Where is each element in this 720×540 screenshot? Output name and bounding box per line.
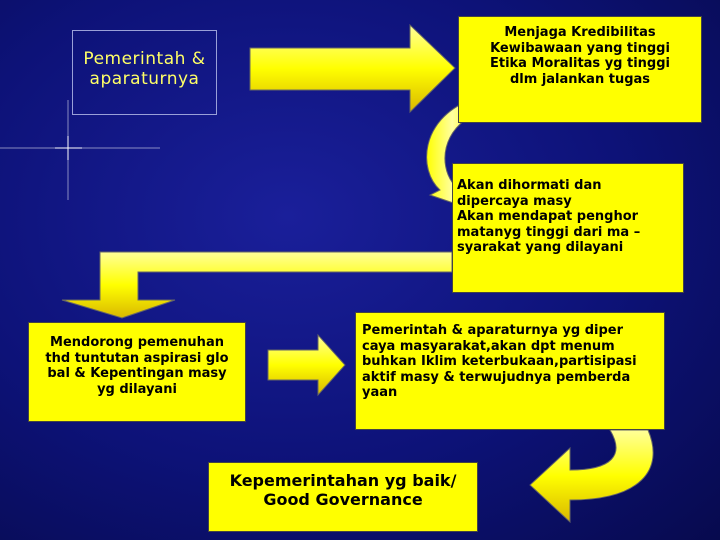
mendorong-pemenuhan-box: Mendorong pemenuhan thd tuntutan aspirasi glo bal & Kepentingan masy yg dilayani: [28, 322, 246, 422]
dihormati-box: Akan dihormati dan dipercaya masy Akan mendapat penghor matanyg tinggi dari ma – syarakat yang dilayani: [452, 163, 684, 293]
right-arrow-1: [250, 25, 455, 112]
sparkle-decoration: [0, 100, 160, 200]
curved-return-arrow: [530, 430, 653, 522]
pemerintah-box: Pemerintah & aparaturnya: [72, 30, 217, 115]
elbow-down-arrow: [62, 252, 452, 318]
dipercaya-masyarakat-box: Pemerintah & aparaturnya yg diper caya masyarakat,akan dpt menum buhkan Iklim keterbukaan,partisipasi aktif masy & terwujudnya pemberda yaan: [355, 312, 665, 430]
right-arrow-2: [268, 335, 345, 395]
good-governance-box: Kepemerintahan yg baik/ Good Governance: [208, 462, 478, 532]
menjaga-kredibilitas-box: Menjaga Kredibilitas Kewibawaan yang tinggi Etika Moralitas yg tinggi dlm jalankan tugas: [458, 16, 702, 123]
